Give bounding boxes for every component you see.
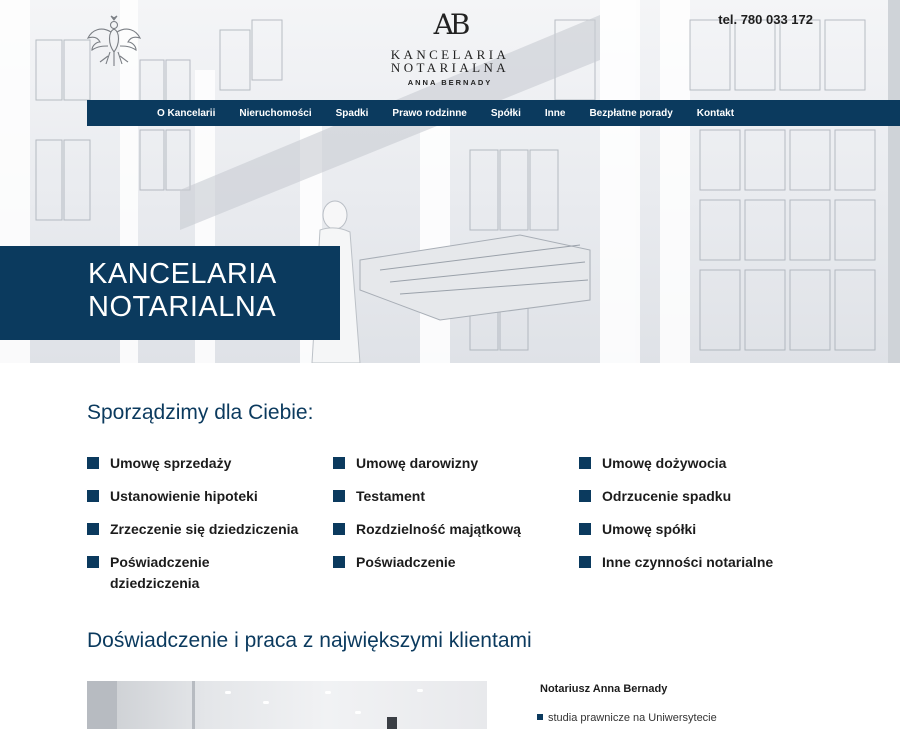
square-bullet-icon [579,556,591,568]
service-item[interactable]: Rozdzielność majątkową [333,519,565,540]
service-item[interactable]: Poświadczenie [333,552,565,573]
service-item[interactable]: Umowę dożywocia [579,453,811,474]
service-item[interactable]: Umowę sprzedaży [87,453,319,474]
office-interior-image [87,681,487,729]
nav-item-inne[interactable]: Inne [544,107,566,119]
polish-eagle-emblem-icon [86,12,142,70]
logo-monogram: AB [433,8,467,41]
experience-title: Doświadczenie i praca z największymi klientami [87,629,532,652]
nav-item-kontakt[interactable]: Kontakt [696,107,735,119]
square-bullet-icon [333,457,345,469]
main-navigation [87,100,900,126]
hero-banner [0,0,900,363]
site-logo[interactable] [380,8,520,87]
square-bullet-icon [87,556,99,568]
nav-item-nieruchomosci[interactable]: Nieruchomości [239,107,312,119]
service-item[interactable]: Zrzeczenie się dziedziczenia [87,519,319,540]
nav-item-bezplatne-porady[interactable]: Bezpłatne porady [589,107,673,119]
square-bullet-icon [579,523,591,535]
nav-item-spolki[interactable]: Spółki [490,107,521,119]
square-bullet-icon [333,490,345,502]
logo-text-line2: NOTARIALNA [390,60,510,75]
service-item[interactable]: Testament [333,486,565,507]
square-bullet-icon [87,490,99,502]
notary-bio-item: studia prawnicze na Uniwersytecie [537,712,717,724]
logo-text-line3: ANNA BERNADY [407,78,493,87]
nav-item-spadki[interactable]: Spadki [335,107,369,119]
service-item[interactable]: Odrzucenie spadku [579,486,811,507]
square-bullet-icon [87,523,99,535]
service-item[interactable]: Inne czynności notarialne [579,552,811,573]
service-item[interactable]: Umowę darowizny [333,453,565,474]
service-item[interactable]: Ustanowienie hipoteki [87,486,319,507]
service-item[interactable]: Umowę spółki [579,519,811,540]
square-bullet-icon [579,490,591,502]
hero-title-line1: KANCELARIA [88,258,277,290]
phone-number[interactable]: tel. 780 033 172 [718,12,813,27]
hero-title-line2: NOTARIALNA [88,291,277,323]
services-title: Sporządzimy dla Ciebie: [87,401,314,424]
square-bullet-icon [87,457,99,469]
square-bullet-icon [537,714,543,720]
square-bullet-icon [333,556,345,568]
hero-title-box [0,246,340,340]
square-bullet-icon [333,523,345,535]
nav-item-prawo-rodzinne[interactable]: Prawo rodzinne [392,107,467,119]
service-item[interactable]: Poświadczenie dziedziczenia [87,552,237,594]
notary-name: Notariusz Anna Bernady [540,683,668,695]
square-bullet-icon [579,457,591,469]
logo-text-line1: KANCELARIA [390,47,510,62]
nav-item-o-kancelarii[interactable]: O Kancelarii [157,107,216,119]
